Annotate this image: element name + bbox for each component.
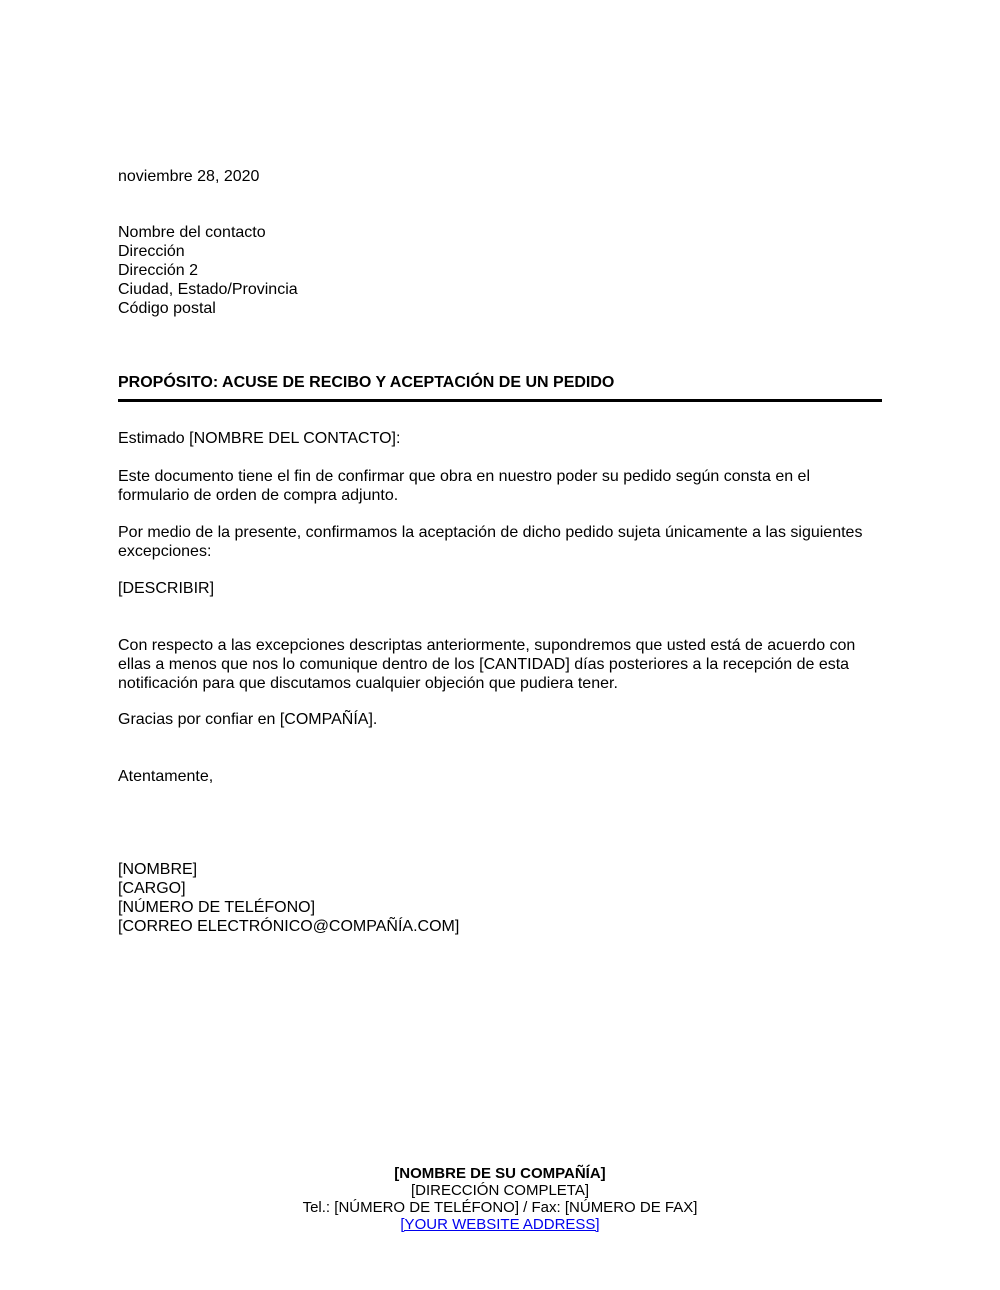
signature-phone: [NÚMERO DE TELÉFONO] bbox=[118, 899, 316, 916]
paragraph-line: ellas a menos que nos lo comunique dentro de los [CANTIDAD] días posteriores a la recepción de esta bbox=[118, 656, 850, 673]
recipient-name: Nombre del contacto bbox=[118, 224, 266, 241]
letterhead-footer bbox=[0, 1165, 1000, 1233]
recipient-city-state: Ciudad, Estado/Provincia bbox=[118, 281, 298, 298]
paragraph-line: Con respecto a las excepciones descriptas anteriormente, supondremos que usted está de acuerdo con bbox=[118, 637, 856, 654]
paragraph-line: Por medio de la presente, confirmamos la aceptación de dicho pedido sujeta únicamente a las siguientes bbox=[118, 524, 863, 541]
closing: Atentamente, bbox=[118, 768, 214, 785]
paragraph-line: formulario de orden de compra adjunto. bbox=[118, 487, 399, 504]
paragraph-line: excepciones: bbox=[118, 543, 212, 560]
signature-name: [NOMBRE] bbox=[118, 861, 198, 878]
subject-line: PROPÓSITO: ACUSE DE RECIBO Y ACEPTACIÓN DE UN PEDIDO bbox=[118, 374, 615, 391]
recipient-address bbox=[118, 223, 298, 318]
salutation: Estimado [NOMBRE DEL CONTACTO]: bbox=[118, 430, 401, 447]
recipient-postal-code: Código postal bbox=[118, 300, 216, 317]
letter-date: noviembre 28, 2020 bbox=[118, 168, 260, 185]
footer-contact: Tel.: [NÚMERO DE TELÉFONO] / Fax: [NÚMERO DE FAX] bbox=[302, 1199, 698, 1216]
signature-title: [CARGO] bbox=[118, 880, 186, 897]
signature-block bbox=[118, 860, 459, 936]
recipient-address-line1: Dirección bbox=[118, 243, 185, 260]
recipient-address-line2: Dirección 2 bbox=[118, 262, 199, 279]
subject-divider bbox=[118, 399, 882, 402]
paragraph-line: notificación para que discutamos cualquier objeción que pudiera tener. bbox=[118, 675, 618, 692]
paragraph-acceptance bbox=[118, 523, 862, 561]
paragraph-line: Este documento tiene el fin de confirmar que obra en nuestro poder su pedido según consta en el bbox=[118, 468, 811, 485]
paragraph-thanks: Gracias por confiar en [COMPAÑÍA]. bbox=[118, 711, 378, 728]
footer-website-link[interactable]: [YOUR WEBSITE ADDRESS] bbox=[400, 1216, 600, 1233]
signature-email: [CORREO ELECTRÓNICO@COMPAÑÍA.COM] bbox=[118, 918, 460, 935]
footer-address: [DIRECCIÓN COMPLETA] bbox=[410, 1182, 590, 1199]
paragraph-exceptions-terms bbox=[118, 636, 855, 693]
exceptions-placeholder: [DESCRIBIR] bbox=[118, 580, 215, 597]
footer-company-name: [NOMBRE DE SU COMPAÑÍA] bbox=[394, 1165, 606, 1182]
paragraph-confirmation bbox=[118, 467, 810, 505]
